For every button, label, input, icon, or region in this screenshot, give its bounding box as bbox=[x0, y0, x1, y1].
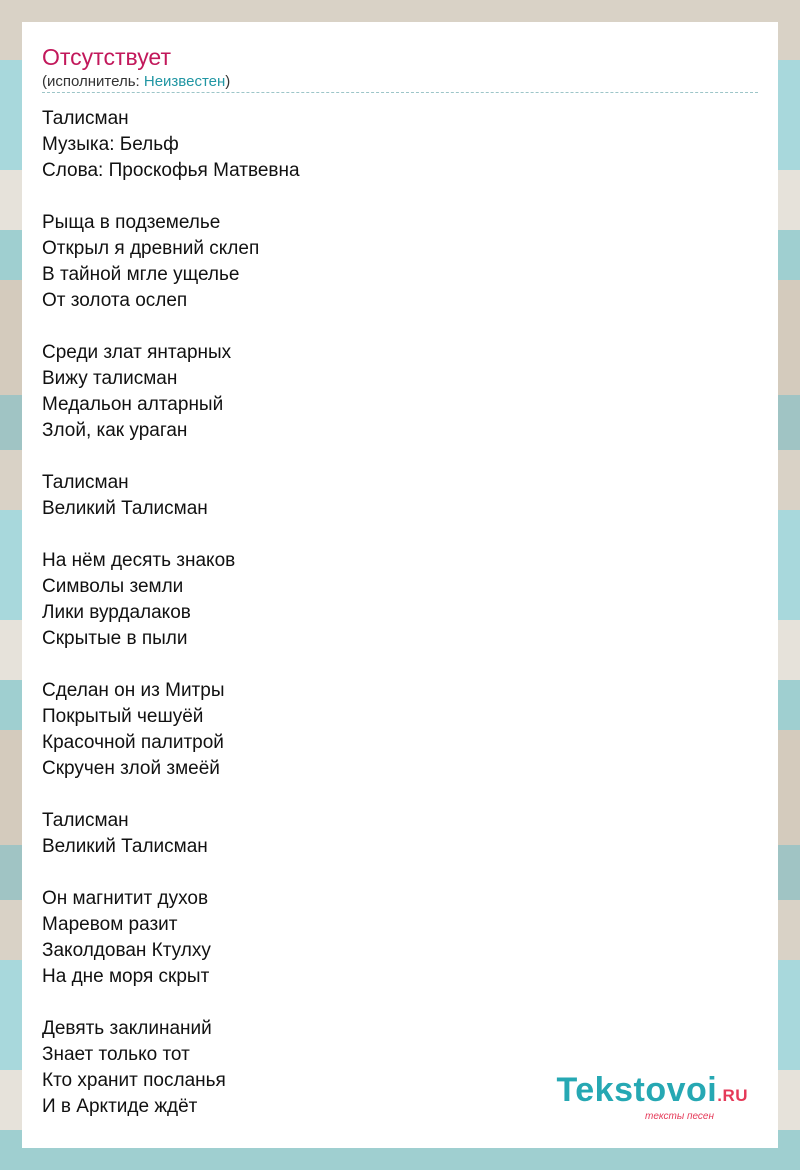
watermark-brand: Tekstovoi bbox=[556, 1071, 718, 1109]
lyric-line bbox=[42, 782, 300, 808]
lyric-line: Лики вурдалаков bbox=[42, 602, 191, 623]
title-divider bbox=[42, 92, 758, 93]
lyric-line: Символы земли bbox=[42, 576, 184, 597]
lyric-line: Слова: Проскофья Матвевна bbox=[42, 160, 300, 181]
lyric-line: Знает только тот bbox=[42, 1044, 190, 1065]
lyric-line: Вижу талисман bbox=[42, 368, 178, 389]
watermark-tld: .RU bbox=[717, 1086, 748, 1105]
lyric-line bbox=[42, 184, 300, 210]
lyric-line: Покрытый чешуёй bbox=[42, 706, 204, 727]
lyric-line: Скручен злой змеёй bbox=[42, 758, 220, 779]
lyric-line: Музыка: Бельф bbox=[42, 134, 179, 155]
lyric-line: Он магнитит духов bbox=[42, 888, 209, 909]
lyric-line: В тайной мгле ущелье bbox=[42, 264, 240, 285]
lyric-line: Сделан он из Митры bbox=[42, 680, 225, 701]
lyrics-card bbox=[22, 22, 778, 1148]
lyric-line: На дне моря скрыт bbox=[42, 966, 210, 987]
lyric-line: Красочной палитрой bbox=[42, 732, 224, 753]
lyric-line: Маревом разит bbox=[42, 914, 178, 935]
lyric-line bbox=[42, 444, 300, 470]
lyric-line: От золота ослеп bbox=[42, 290, 188, 311]
lyric-line: Злой, как ураган bbox=[42, 420, 188, 441]
lyric-line: На нём десять знаков bbox=[42, 550, 236, 571]
lyric-line bbox=[42, 990, 300, 1016]
artist-suffix: ) bbox=[225, 73, 231, 90]
song-title: Отсутствует bbox=[42, 44, 171, 70]
lyric-line bbox=[42, 314, 300, 340]
lyric-line bbox=[42, 522, 300, 548]
artist-prefix: (исполнитель: bbox=[42, 73, 144, 90]
lyric-line: Рыща в подземелье bbox=[42, 212, 221, 233]
lyric-line: Великий Талисман bbox=[42, 836, 208, 857]
lyric-line bbox=[42, 860, 300, 886]
lyric-line: Заколдован Ктулху bbox=[42, 940, 211, 961]
lyric-line: Медальон алтарный bbox=[42, 394, 224, 415]
artist-line bbox=[42, 73, 230, 90]
lyric-line: Кто хранит посланья bbox=[42, 1070, 226, 1091]
lyric-line: Талисман bbox=[42, 810, 129, 831]
lyrics-text bbox=[42, 106, 300, 1120]
lyric-line: Среди злат янтарных bbox=[42, 342, 232, 363]
lyric-line: Великий Талисман bbox=[42, 498, 208, 519]
watermark-tagline: тексты песен bbox=[645, 1111, 714, 1122]
lyric-line: Открыл я древний склеп bbox=[42, 238, 260, 259]
artist-link[interactable]: Неизвестен bbox=[143, 73, 226, 90]
lyric-line: И в Арктиде ждёт bbox=[42, 1096, 198, 1117]
lyric-line: Скрытые в пыли bbox=[42, 628, 188, 649]
lyric-line bbox=[42, 652, 300, 678]
lyric-line: Талисман bbox=[42, 108, 129, 129]
lyric-line: Талисман bbox=[42, 472, 129, 493]
site-watermark bbox=[557, 1073, 748, 1122]
lyric-line: Девять заклинаний bbox=[42, 1018, 212, 1039]
